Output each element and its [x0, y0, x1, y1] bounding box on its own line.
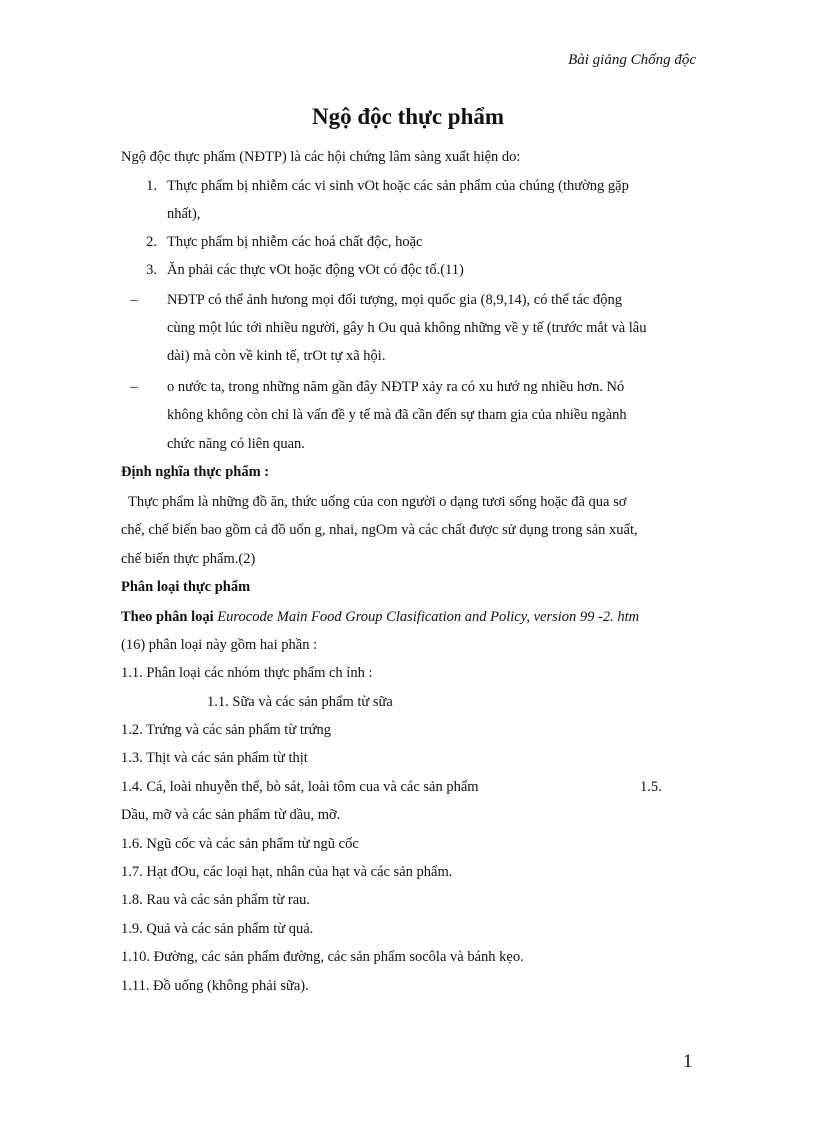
list-item-number: 1.	[146, 178, 157, 194]
source-label: Theo phân loại	[121, 609, 214, 625]
list-item: 1.11. Đồ uống (không phải sữa).	[121, 978, 309, 994]
bullet-text: chức năng có liên quan.	[167, 436, 305, 452]
page-number: 1	[683, 1051, 693, 1072]
definition-text: Thực phẩm là những đồ ăn, thức uống của con người o dạng tươi sống hoặc đã qua sơ	[128, 494, 627, 510]
bullet-text: dài) mà còn về kinh tế, trOt tự xã hội.	[167, 348, 386, 364]
classification-source	[121, 607, 639, 627]
definition-text: chế biến thực phẩm.(2)	[121, 551, 256, 567]
list-item-text: Thực phẩm bị nhiễm các hoá chất độc, hoặc	[167, 234, 423, 250]
list-item: 1.1. Sữa và các sản phẩm từ sữa	[207, 694, 393, 710]
definition-text: chế, chế biến bao gồm cả đồ uốn g, nhai, ngOm và các chất được sử dụng trong sản xuất,	[121, 522, 638, 538]
list-item: 1.2. Trứng và các sản phẩm từ trứng	[121, 722, 332, 738]
list-item-number: 1.5.	[640, 779, 662, 795]
list-item: 1.1. Phân loại các nhóm thực phẩm ch ính :	[121, 665, 373, 681]
classification-heading: Phân loại thực phẩm	[121, 579, 251, 595]
bullet-text: o nước ta, trong những năm gần đây NĐTP xảy ra có xu hướ ng nhiều hơn. Nó	[167, 379, 625, 395]
source-title: Eurocode Main Food Group Clasification and Policy, version 99 -2. htm	[217, 609, 640, 625]
intro-paragraph: Ngộ độc thực phẩm (NĐTP) là các hội chứng lâm sàng xuất hiện do:	[121, 149, 521, 165]
running-header: Bài giảng Chống độc	[568, 52, 696, 68]
bullet-text: cùng một lúc tới nhiều người, gây h Ou quả không những về y tế (trước mắt và lâu	[167, 320, 647, 336]
list-item: Dầu, mỡ và các sản phẩm từ dầu, mỡ.	[121, 807, 341, 823]
classification-note: (16) phân loại này gồm hai phần :	[121, 637, 318, 653]
definition-heading: Định nghĩa thực phẩm :	[121, 464, 270, 480]
list-item: 1.10. Đường, các sản phẩm đường, các sản phẩm socôla và bánh kẹo.	[121, 949, 524, 965]
bullet-text: NĐTP có thể ảnh hưong mọi đối tượng, mọi quốc gia (8,9,14), có thể tác động	[167, 292, 622, 308]
list-item-number: 2.	[146, 234, 157, 250]
list-item: 1.8. Rau và các sản phẩm từ rau.	[121, 892, 311, 908]
list-item: 1.3. Thịt và các sản phẩm từ thịt	[121, 750, 308, 766]
bullet-text: không không còn chỉ là vấn đề y tế mà đã cần đến sự tham gia của nhiều ngành	[167, 407, 627, 423]
list-item-text: nhất),	[167, 206, 201, 222]
list-item-number: 3.	[146, 262, 157, 278]
list-item: 1.7. Hạt đOu, các loại hạt, nhân của hạt và các sản phẩm.	[121, 864, 453, 880]
list-item-text: Ăn phải các thực vOt hoặc động vOt có độc tố.(11)	[167, 262, 464, 278]
list-item: 1.4. Cá, loài nhuyễn thể, bò sát, loài tôm cua và các sản phẩm	[121, 779, 479, 795]
list-item-text: Thực phẩm bị nhiễm các vi sinh vOt hoặc các sản phẩm của chúng (thường gặp	[167, 178, 629, 194]
dash-bullet: –	[130, 379, 138, 395]
list-item: 1.6. Ngũ cốc và các sản phẩm từ ngũ cốc	[121, 836, 359, 852]
dash-bullet: –	[130, 292, 138, 308]
page-title: Ngộ độc thực phẩm	[311, 104, 505, 129]
list-item: 1.9. Quả và các sản phẩm từ quả.	[121, 921, 314, 937]
